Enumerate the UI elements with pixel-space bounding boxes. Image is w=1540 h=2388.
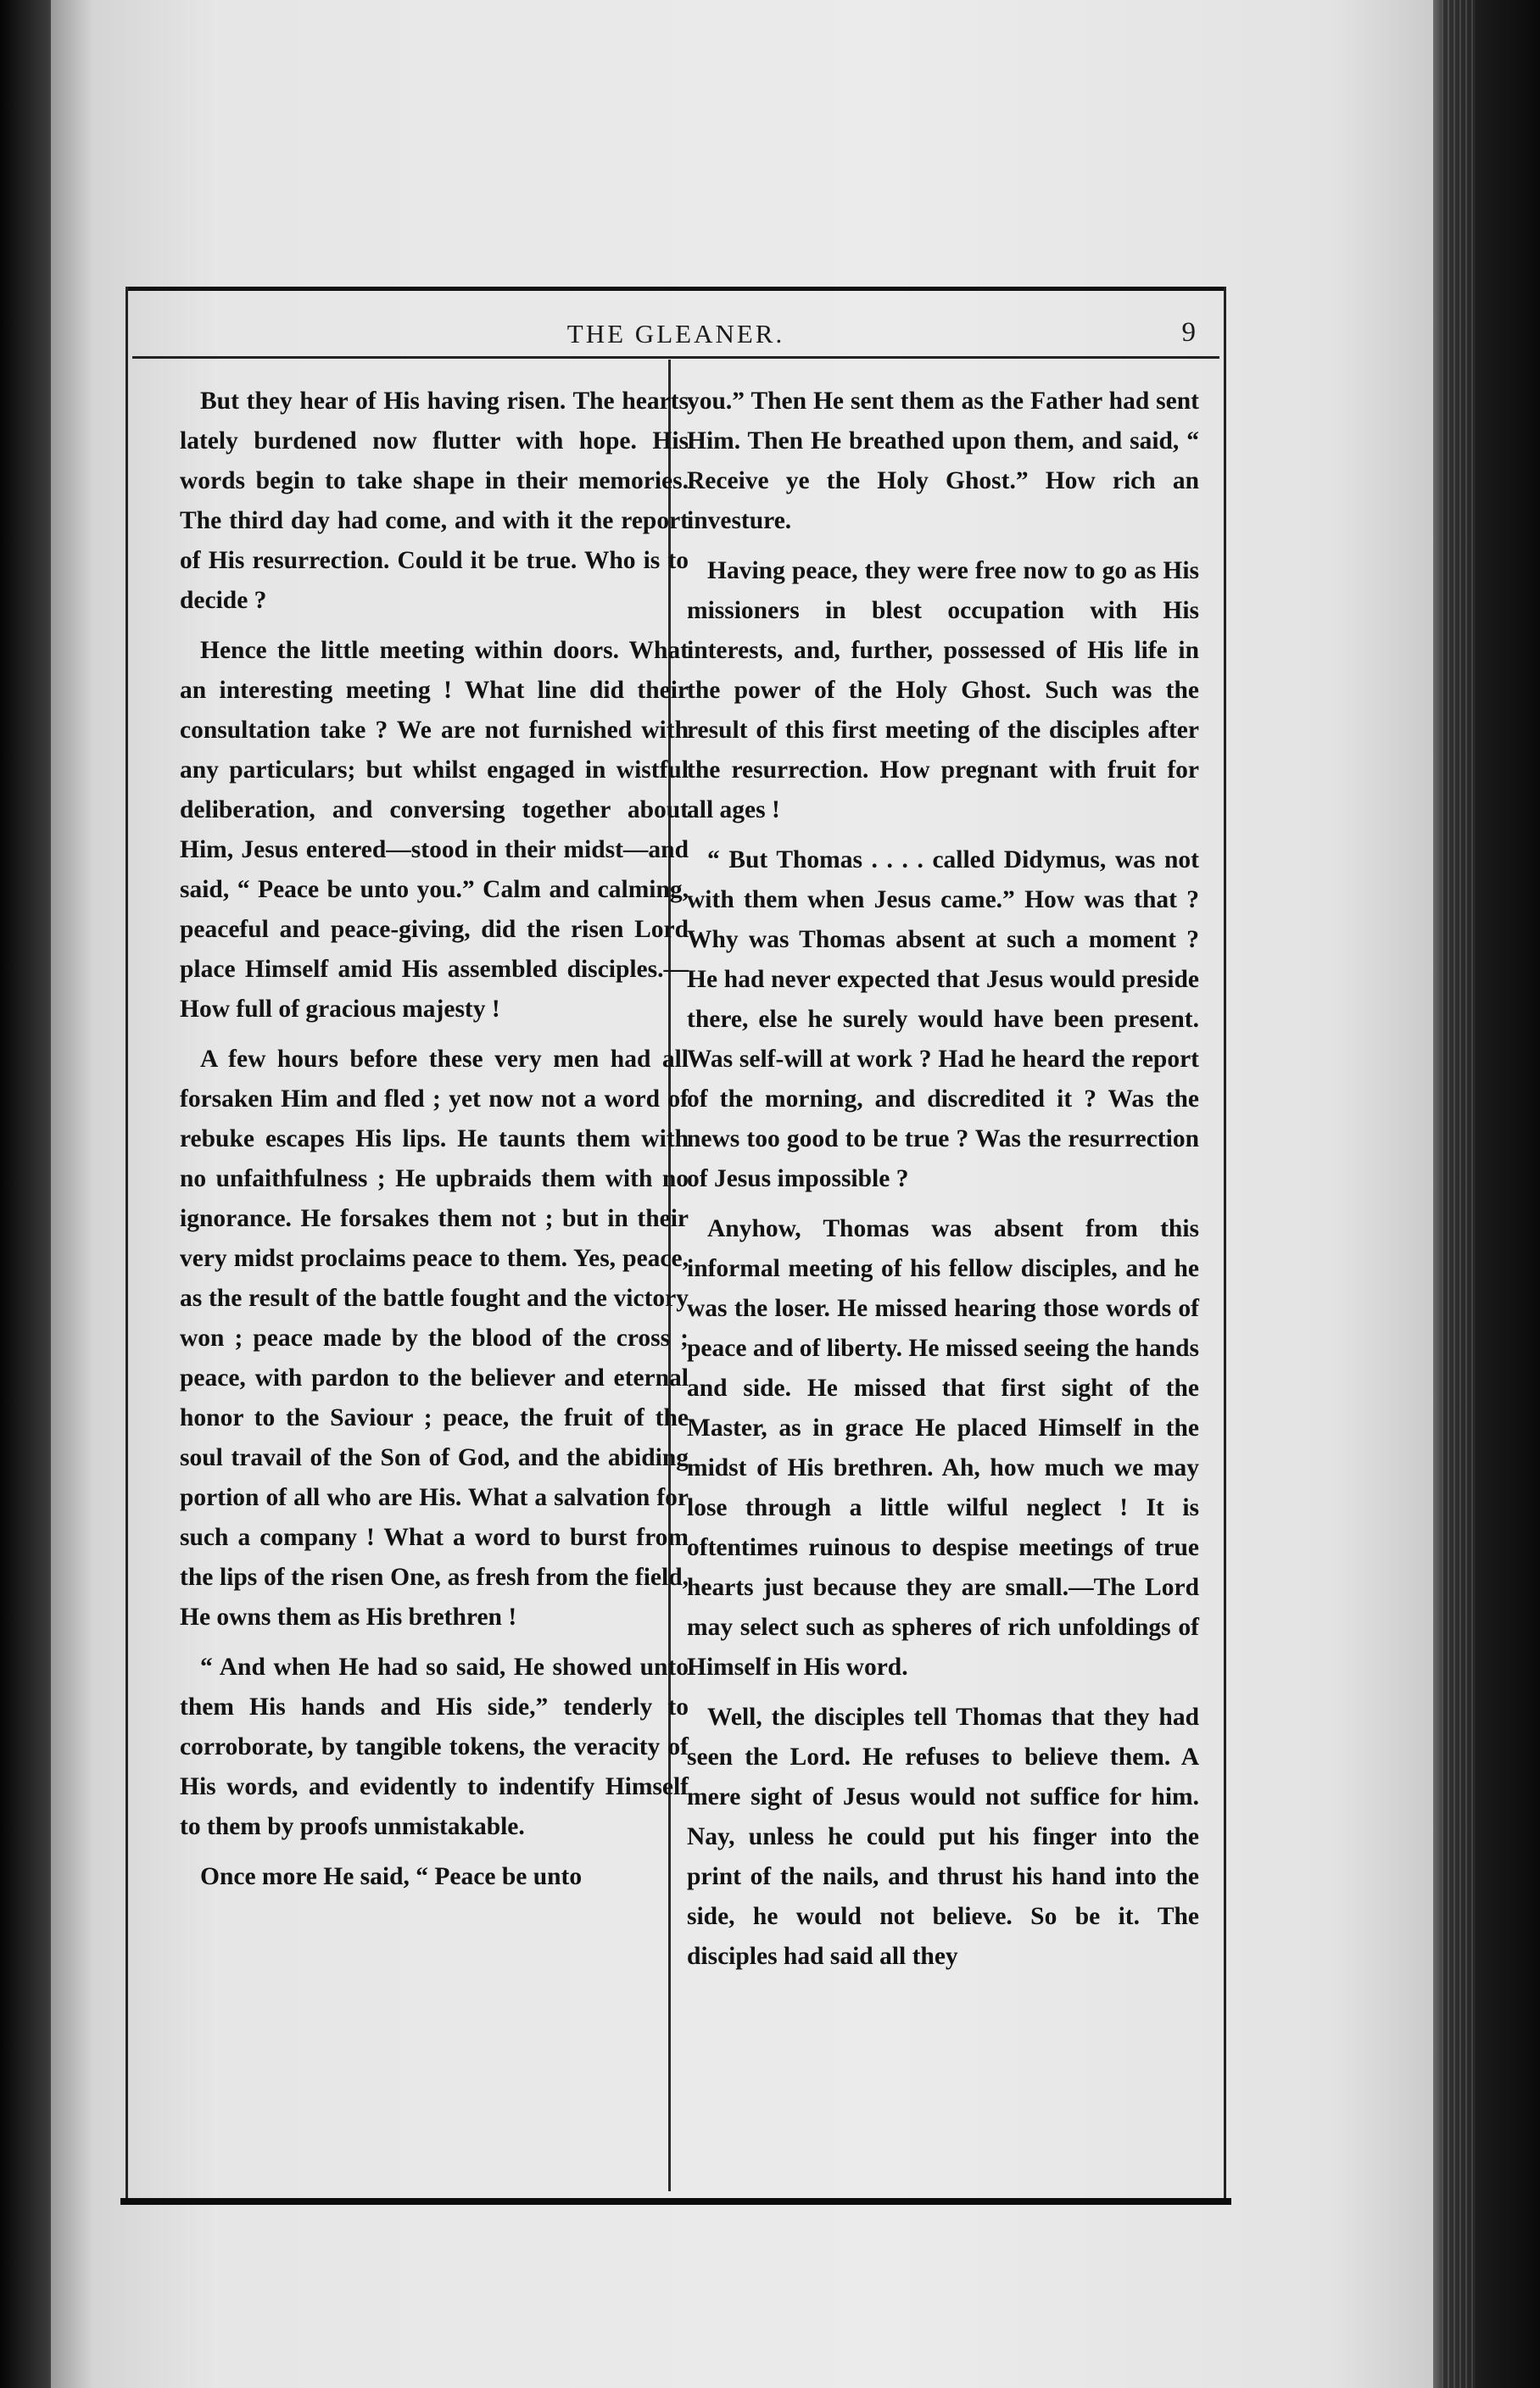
- paragraph: Anyhow, Thomas was absent from this informal meeting of his fellow disciples, and he was the loser. He missed hearing those words of peace and of liberty. He missed seeing the hands and side. He missed that first sight of the Master, as in grace He placed Himself in the midst of His brethren. Ah, how much we may lose through a little wilful neglect ! It is oftentimes ruinous to despise meetings of true hearts just because they are small.—The Lord may select such as spheres of rich unfoldings of Himself in His word.: [687, 1215, 1199, 1681]
- header-rule: [132, 356, 1219, 359]
- frame-left-rule: [126, 287, 128, 2205]
- frame-top-rule: [126, 287, 1226, 291]
- left-column: [180, 382, 689, 1897]
- page-number: 9: [1181, 317, 1196, 348]
- frame-right-rule: [1224, 287, 1226, 2205]
- printed-frame: [126, 287, 1226, 2205]
- page-stack-edges: [1442, 0, 1476, 2388]
- paragraph: you.” Then He sent them as the Father had sent Him. Then He breathed upon them, and said, “ Receive ye the Holy Ghost.” How rich an investure.: [687, 388, 1199, 534]
- running-title: THE GLEANER.: [566, 319, 785, 349]
- paragraph: Hence the little meeting within doors. What an interesting meeting ! What line did their consultation take ? We are not furnished with any particulars; but whilst engaged in wistful deliberation, and conversing together about Him, Jesus entered—stood in their midst—and said, “ Peace be unto you.” Calm and calming, peaceful and peace-giving, did the risen Lord place Himself amid His assembled disciples.—How full of gracious majesty !: [180, 637, 689, 1023]
- paragraph: Well, the disciples tell Thomas that they had seen the Lord. He refuses to believe them. A mere sight of Jesus would not suffice for him. Nay, unless he could put his finger into the print of the nails, and thrust his hand into the side, he would not believe. So be it. The disciples had said all they: [687, 1704, 1199, 1970]
- paragraph: “ And when He had so said, He showed unto them His hands and His side,” tenderly to corroborate, by tangible tokens, the veracity of His words, and evidently to indentify Himself to them by proofs unmistakable.: [180, 1654, 689, 1840]
- paragraph: Once more He said, “ Peace be unto: [200, 1863, 583, 1890]
- paragraph: A few hours before these very men had all forsaken Him and fled ; yet now not a word of rebuke escapes His lips. He taunts them with no unfaithfulness ; He upbraids them with no ignorance. He forsakes them not ; but in their very midst proclaims peace to them. Yes, peace, as the result of the battle fought and the victory won ; peace made by the blood of the cross ; peace, with pardon to the believer and eternal honor to the Saviour ; peace, the fruit of the soul travail of the Son of God, and the abiding portion of all who are His. What a salvation for such a company ! What a word to burst from the lips of the risen One, as fresh from the field, He owns them as His brethren !: [180, 1046, 689, 1631]
- paragraph: Having peace, they were free now to go as His missioners in blest occupation with His interests, and, further, possessed of His life in the power of the Holy Ghost. Such was the result of this first meeting of the disciples after the resurrection. How pregnant with fruit for all ages !: [687, 557, 1199, 823]
- frame-bottom-rule: [120, 2198, 1231, 2205]
- paragraph: But they hear of His having risen. The hearts lately burdened now flutter with hope. His words begin to take shape in their memories. The third day had come, and with it the report of His resurrection. Could it be true. Who is to decide ?: [180, 388, 689, 614]
- running-head: [126, 307, 1226, 358]
- right-column: [687, 382, 1199, 1977]
- paragraph: “ But Thomas . . . . called Didymus, was not with them when Jesus came.” How was that ? Why was Thomas absent at such a moment ? He had never expected that Jesus would preside there, else he surely would have been present. Was self-will at work ? Had he heard the report of the morning, and discredited it ? Was the news too good to be true ? Was the resurrection of Jesus impossible ?: [687, 846, 1199, 1192]
